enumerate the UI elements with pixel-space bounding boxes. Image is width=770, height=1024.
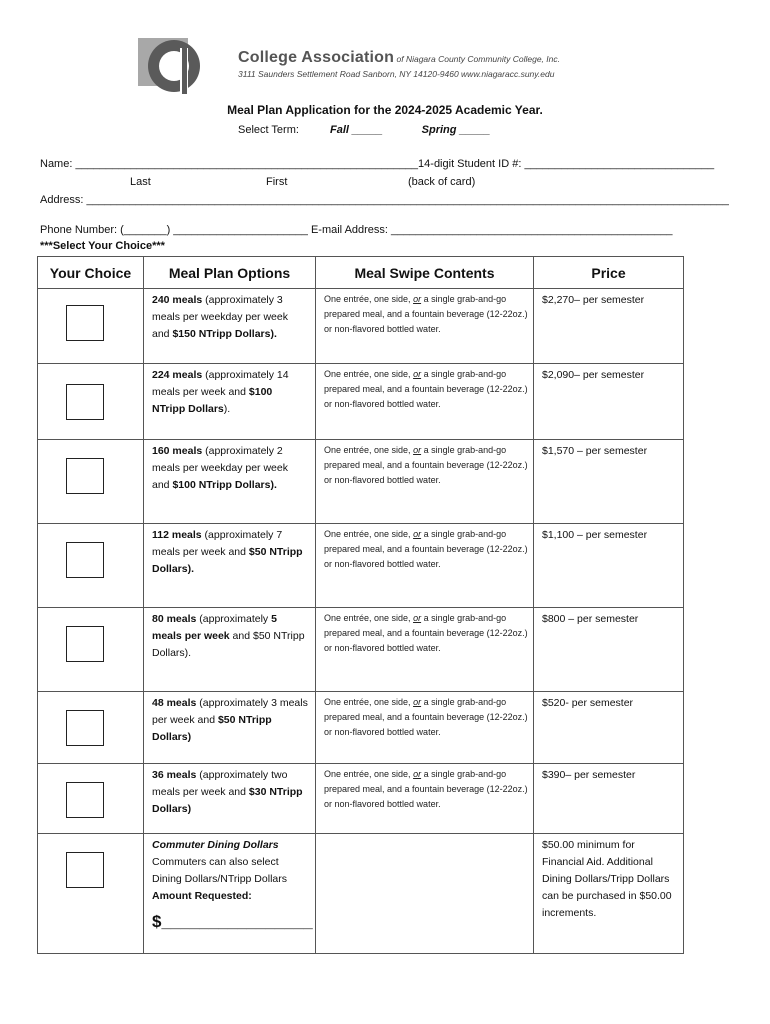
choice-cell <box>38 764 144 834</box>
plan-option-cell <box>144 440 316 524</box>
price-cell <box>534 364 684 440</box>
swipe-cell <box>316 608 534 692</box>
choice-cell <box>38 608 144 692</box>
letterhead <box>136 36 606 98</box>
org-subtitle: of Niagara County Community College, Inc. <box>394 54 560 64</box>
plan-meals-count: 240 meals <box>152 294 203 306</box>
plan-option-text <box>145 365 314 418</box>
swipe-contents-text: One entrée, one side, or a single grab-and-go prepared meal, and a fountain beverage (12-22oz.) or non-flavored bottled water. <box>324 445 528 485</box>
commuter-dining-row <box>38 834 684 954</box>
plan-description-end: ). <box>223 403 231 415</box>
price-cell <box>534 608 684 692</box>
price-cell <box>534 440 684 524</box>
choice-cell <box>38 834 144 954</box>
header-price: Price <box>534 257 684 289</box>
commuter-text <box>145 835 314 930</box>
term-spring-field[interactable]: Spring _____ <box>421 124 491 136</box>
plan-option-cell <box>144 524 316 608</box>
choice-checkbox[interactable] <box>66 710 104 746</box>
plan-meals-count: 224 meals <box>152 369 203 381</box>
plan-description: (approximately 3 meals per week and <box>152 697 308 726</box>
plan-price: $520- per semester <box>542 697 634 709</box>
plan-option-cell <box>144 692 316 764</box>
org-name: College Association of Niagara County Community College, Inc. <box>238 49 560 66</box>
swipe-contents-text: One entrée, one side, or a single grab-and-go prepared meal, and a fountain beverage (12-22oz.) or non-flavored bottled water. <box>324 294 528 334</box>
price-cell <box>534 834 684 954</box>
plan-description: (approximately two meals per week and <box>152 769 288 798</box>
price-cell <box>534 524 684 608</box>
plan-price: $1,570 – per semester <box>542 445 648 457</box>
swipe-contents-text: One entrée, one side, or a single grab-and-go prepared meal, and a fountain beverage (12-22oz.) or non-flavored bottled water. <box>324 529 528 569</box>
choice-checkbox[interactable] <box>66 458 104 494</box>
commuter-description: Commuters can also select Dining Dollars/NTripp Dollars <box>152 856 287 885</box>
price-cell <box>534 692 684 764</box>
commuter-price-note: $50.00 minimum for Financial Aid. Additional Dining Dollars/Tripp Dollars can be purchased in $50.00 increments. <box>542 839 672 919</box>
term-selection <box>238 124 490 136</box>
last-name-label: Last <box>130 176 151 188</box>
plan-option-cell <box>144 608 316 692</box>
phone-email-line[interactable]: Phone Number: (_______) ______________________ E-mail Address: ______________________________________________ <box>40 224 673 236</box>
plan-option-text <box>145 441 314 494</box>
plan-meals-count: 36 meals <box>152 769 197 781</box>
table-row <box>38 608 684 692</box>
plan-price: $2,090– per semester <box>542 369 645 381</box>
choice-cell <box>38 524 144 608</box>
choice-checkbox[interactable] <box>66 384 104 420</box>
table-row <box>38 289 684 364</box>
plan-ntripp-dollars: $100 NTripp Dollars <box>152 386 273 415</box>
choice-cell <box>38 440 144 524</box>
plan-option-text <box>145 765 314 818</box>
plan-price: $2,270– per semester <box>542 294 645 306</box>
plan-price: $800 – per semester <box>542 613 639 625</box>
header-meal-plan-options: Meal Plan Options <box>144 257 316 289</box>
plan-description: (approximately 14 meals per week and <box>152 369 289 398</box>
select-term-label: Select Term: <box>238 124 299 136</box>
plan-ntripp-dollars: $100 NTripp Dollars). <box>172 479 277 491</box>
plan-option-text <box>145 693 314 746</box>
plan-option-text <box>145 609 314 662</box>
table-row <box>38 364 684 440</box>
commuter-title: Commuter Dining Dollars <box>152 839 279 851</box>
plan-ntripp-dollars: $150 NTripp Dollars). <box>172 328 277 340</box>
table-row <box>38 440 684 524</box>
org-address: 3111 Saunders Settlement Road Sanborn, NY 14120-9460 www.niagaracc.suny.edu <box>238 69 555 79</box>
table-row <box>38 524 684 608</box>
select-choice-hint: ***Select Your Choice*** <box>40 240 165 252</box>
swipe-cell <box>316 524 534 608</box>
swipe-cell <box>316 364 534 440</box>
term-fall-field[interactable]: Fall _____ <box>330 124 383 136</box>
swipe-cell <box>316 834 534 954</box>
plan-ntripp-dollars: $50 NTripp Dollars) <box>152 714 272 743</box>
plan-meals-count: 112 meals <box>152 529 202 541</box>
choice-checkbox[interactable] <box>66 542 104 578</box>
form-title: Meal Plan Application for the 2024-2025 Academic Year. <box>227 103 543 117</box>
address-line[interactable]: Address: _________________________________________________________________________________________________________ <box>40 194 729 206</box>
plan-option-text <box>145 290 314 343</box>
name-student-id-line[interactable]: Name: ________________________________________________________14-digit Student ID #: _______________________________ <box>40 158 715 170</box>
choice-checkbox[interactable] <box>66 305 104 341</box>
first-name-label: First <box>266 176 288 188</box>
plan-description: (approximately <box>196 613 272 625</box>
plan-price: $1,100 – per semester <box>542 529 648 541</box>
price-cell <box>534 764 684 834</box>
choice-checkbox[interactable] <box>66 626 104 662</box>
college-association-logo-icon <box>136 36 208 96</box>
plan-meals-count: 48 meals <box>152 697 197 709</box>
plan-description-end: and $50 NTripp Dollars). <box>152 630 305 659</box>
plan-description: (approximately 7 meals per week and <box>152 529 283 558</box>
choice-cell <box>38 692 144 764</box>
amount-requested-field[interactable]: $________________ <box>152 912 313 931</box>
swipe-contents-text: One entrée, one side, or a single grab-and-go prepared meal, and a fountain beverage (12-22oz.) or non-flavored bottled water. <box>324 769 528 809</box>
choice-cell <box>38 289 144 364</box>
plan-description: (approximately 3 meals per weekday per week and <box>152 294 288 340</box>
table-row <box>38 764 684 834</box>
swipe-cell <box>316 440 534 524</box>
swipe-cell <box>316 289 534 364</box>
table-header-row <box>38 257 684 289</box>
plan-price: $390– per semester <box>542 769 636 781</box>
plan-ntripp-dollars: 5 meals per week <box>152 613 277 642</box>
swipe-contents-text: One entrée, one side, or a single grab-and-go prepared meal, and a fountain beverage (12-22oz.) or non-flavored bottled water. <box>324 369 528 409</box>
plan-meals-count: 160 meals <box>152 445 203 457</box>
back-of-card-label: (back of card) <box>408 176 476 188</box>
choice-checkbox[interactable] <box>66 782 104 818</box>
plan-meals-count: 80 meals <box>152 613 197 625</box>
plan-option-cell <box>144 764 316 834</box>
commuter-checkbox[interactable] <box>66 852 104 888</box>
plan-option-text <box>145 525 314 578</box>
plan-description: (approximately 2 meals per weekday per week and <box>152 445 288 491</box>
amount-requested-label: Amount Requested: <box>152 890 252 902</box>
header-meal-swipe-contents: Meal Swipe Contents <box>316 257 534 289</box>
swipe-contents-text: One entrée, one side, or a single grab-and-go prepared meal, and a fountain beverage (12-22oz.) or non-flavored bottled water. <box>324 697 528 737</box>
meal-plan-table <box>37 256 684 954</box>
plan-ntripp-dollars: $50 NTripp Dollars). <box>152 546 303 575</box>
plan-ntripp-dollars: $30 NTripp Dollars) <box>152 786 303 815</box>
price-cell <box>534 289 684 364</box>
table-row <box>38 692 684 764</box>
swipe-contents-text: One entrée, one side, or a single grab-and-go prepared meal, and a fountain beverage (12-22oz.) or non-flavored bottled water. <box>324 613 528 653</box>
plan-option-cell <box>144 364 316 440</box>
header-your-choice: Your Choice <box>38 257 144 289</box>
swipe-cell <box>316 764 534 834</box>
plan-option-cell <box>144 289 316 364</box>
plan-option-cell <box>144 834 316 954</box>
choice-cell <box>38 364 144 440</box>
swipe-cell <box>316 692 534 764</box>
